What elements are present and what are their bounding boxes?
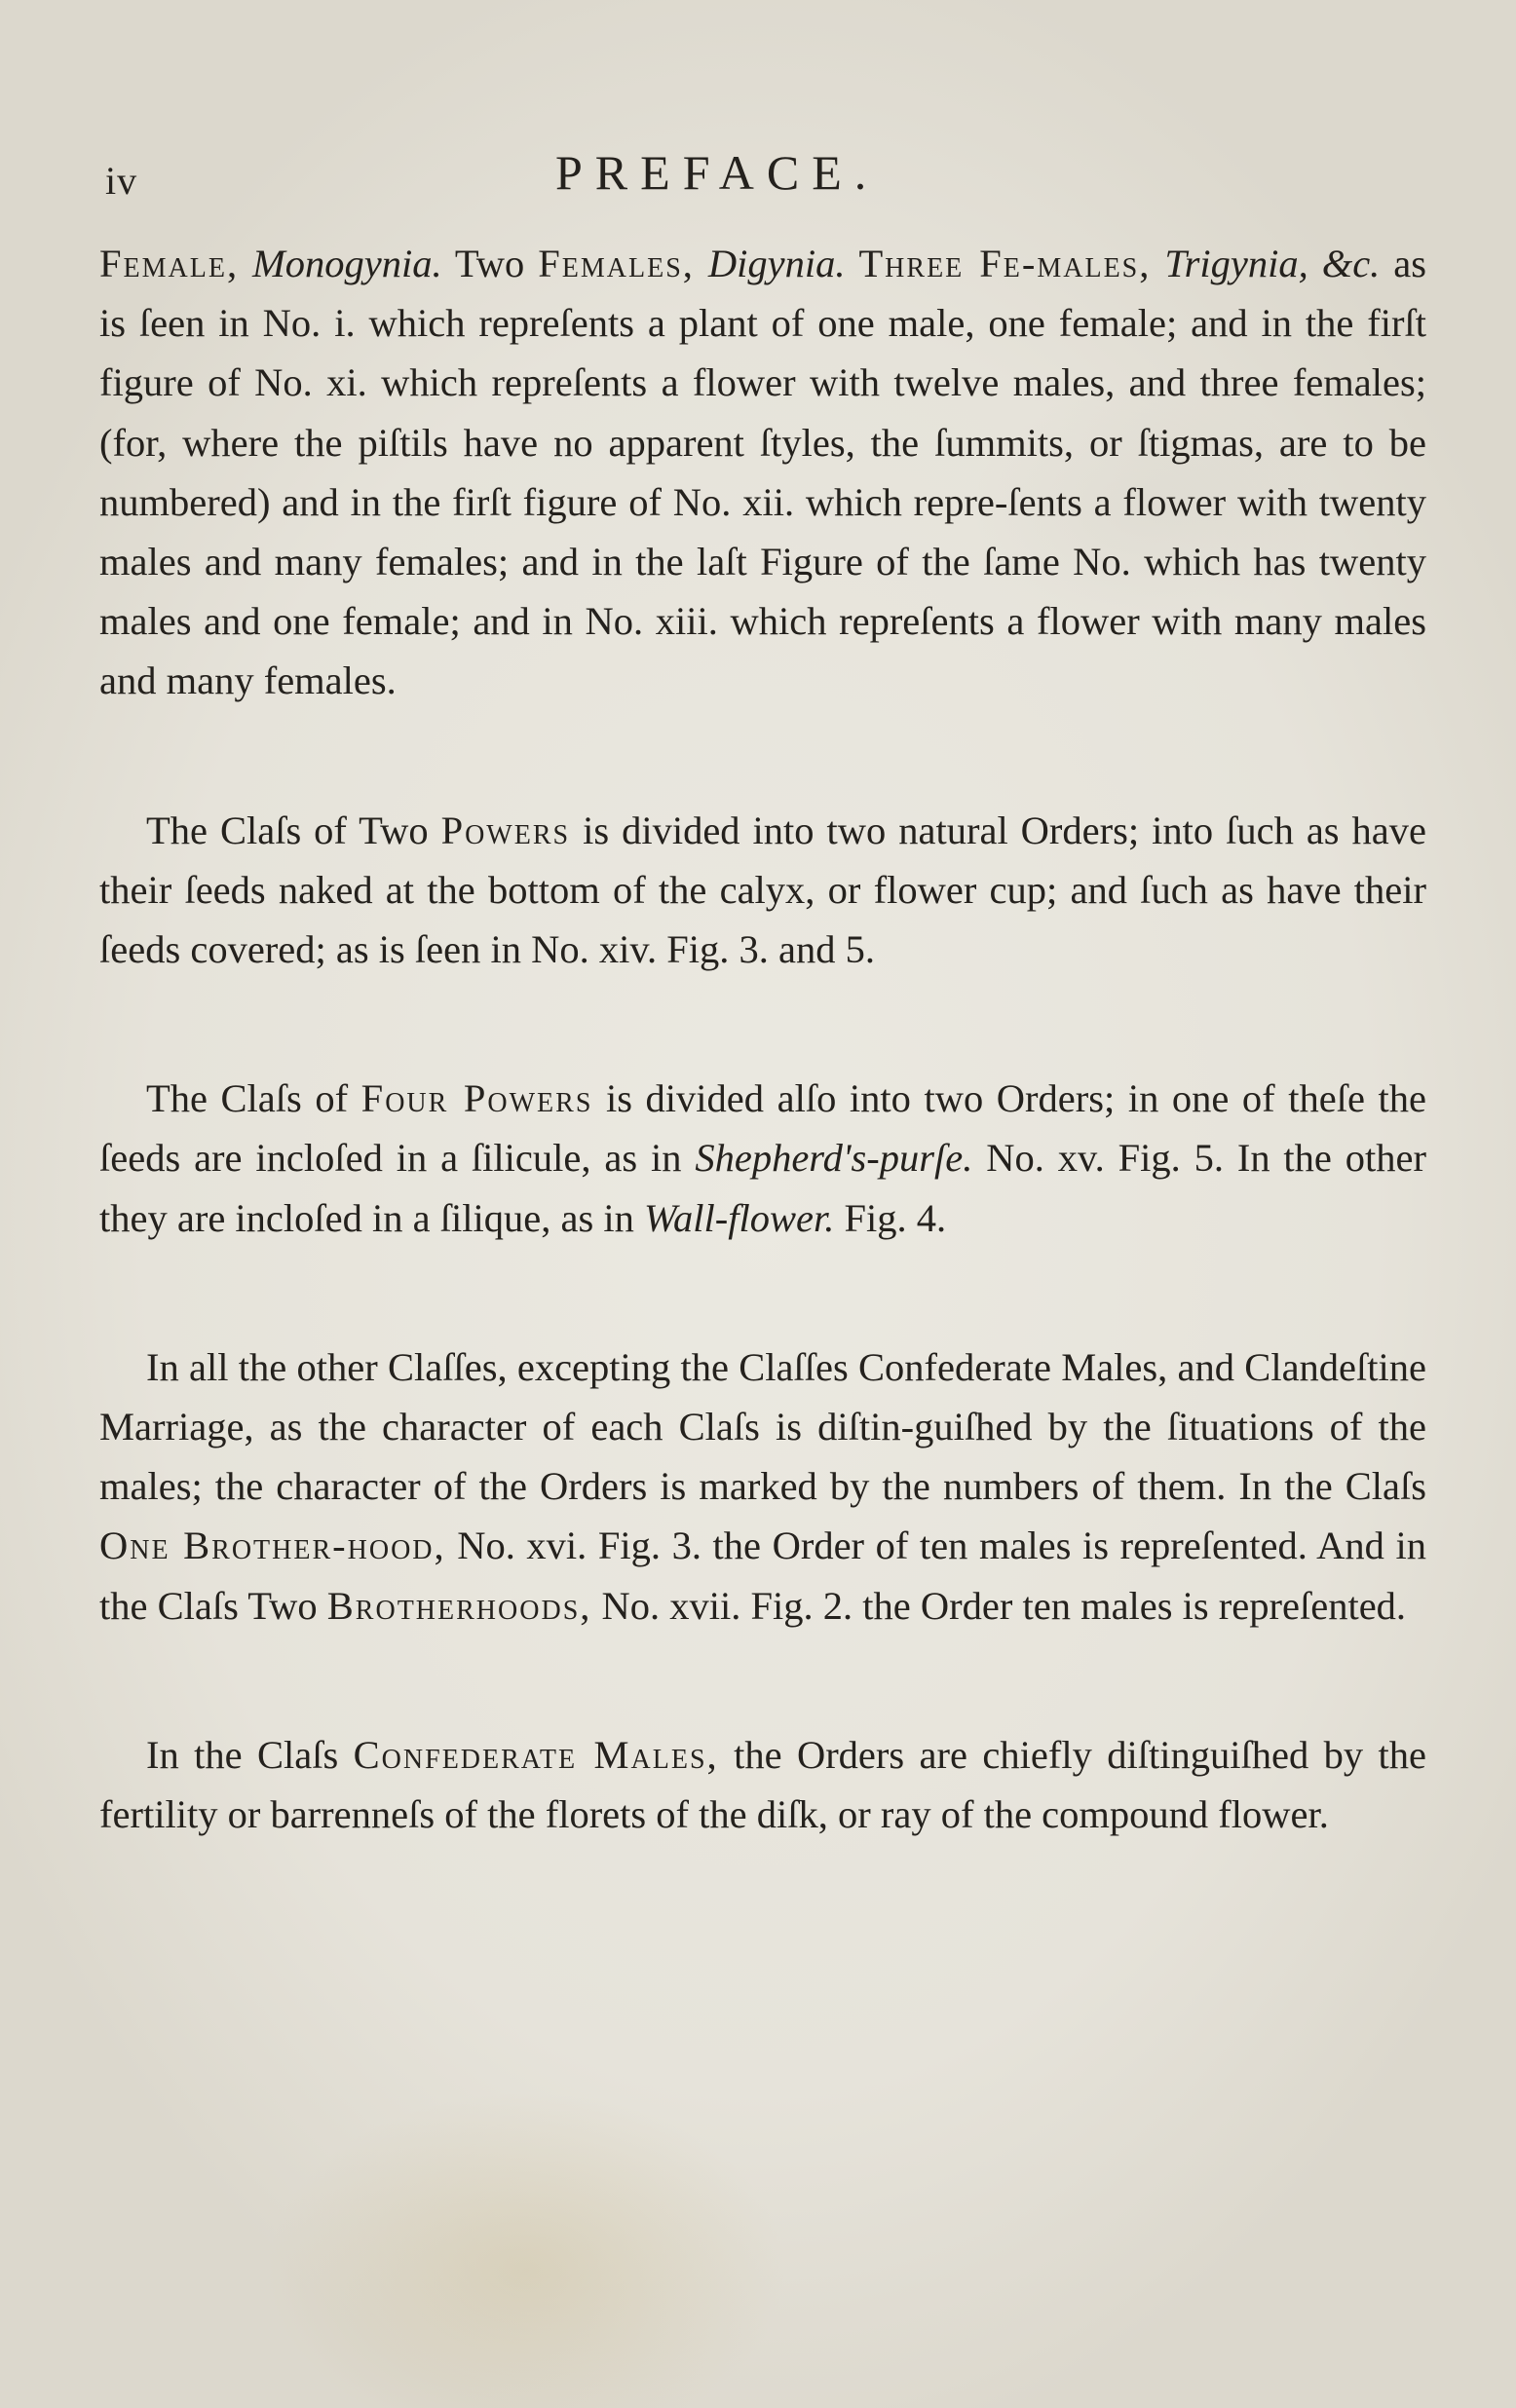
text-run: Monogynia. [239,242,442,285]
paragraph [99,801,1426,980]
text-run: No. xvi. Fig. 3. the Order of ten males is repreſented. And in the Claſs Two [99,1524,1426,1628]
text-run: Confederate Males, [353,1732,719,1777]
text-run: In all the other Claſſes, excepting the Claſſes Confederate Males, and Clandeſtine Marriage, as the character of each Claſs is diſtin-guiſhed by the ſituations of the males; the character of the Orders is marked by the numbers of them. In the Claſs [99,1344,1426,1509]
paragraph [99,1725,1426,1844]
text-run: Shepherd's-purſe. [695,1136,973,1181]
text-run: is divided into two natural Orders; into ſuch as have their ſeeds naked at the bottom of the calyx, or flower cup; and ſuch as have their ſeeds covered; as is ſeen in No. xiv. Fig. 3. and 5. [99,808,1426,972]
text-run: Three Fe-males, [858,242,1152,285]
text-run: Brotherhoods, [326,1583,592,1628]
text-run: The Claſs of Two [146,808,441,852]
text-run: The Claſs of [146,1076,361,1121]
text-run: Digynia. [694,242,846,285]
paragraph [99,234,1426,711]
text-run: Two [441,242,539,285]
text-run: No. xv. Fig. 5. In the other they are incloſed in a ſilique, as in [99,1136,1426,1240]
text-run [845,242,858,285]
text-run: Fig. 4. [834,1195,947,1240]
paragraph [99,1069,1426,1248]
text-run: Female, [99,242,240,285]
running-head [0,144,1516,203]
page-number: iv [105,159,138,203]
paragraph [99,1337,1426,1636]
text-run: is divided alſo into two Orders; in one of theſe the ſeeds are incloſed in a ſilicule, as in [99,1076,1426,1181]
text-run: In the Claſs [146,1732,354,1777]
text-run: One Brother-hood, [99,1524,446,1568]
text-run: Powers [440,808,571,852]
text-run: No. xvii. Fig. 2. the Order ten males is repreſented. [591,1583,1407,1628]
running-title: PREFACE. [555,145,880,200]
text-run: Trigynia, &c. [1151,242,1381,285]
text-run: Four Powers [360,1076,593,1121]
text-run: Females, [538,242,695,285]
text-run: Wall-flower. [643,1195,835,1240]
text-run: as is ſeen in No. i. which repreſents a plant of one male, one female; and in the firſt figure of No. xi. which repreſents a flower with twelve males, and three females; (for, where the piſtils have no apparent ſtyles, the ſummits, or ſtigmas, are to be numbered) and in the firſt figure of No. xii. which repre-ſents a flower with twenty males and many females; and in the laſt Figure of the ſame No. which has twenty males and one female; and in No. xiii. which repreſents a flower with many males and many females. [99,242,1427,703]
body-text [99,234,1426,1934]
text-run: the Orders are chiefly diſtinguiſhed by the fertility or barrenneſs of the florets of the diſk, or ray of the compound flower. [99,1732,1426,1837]
